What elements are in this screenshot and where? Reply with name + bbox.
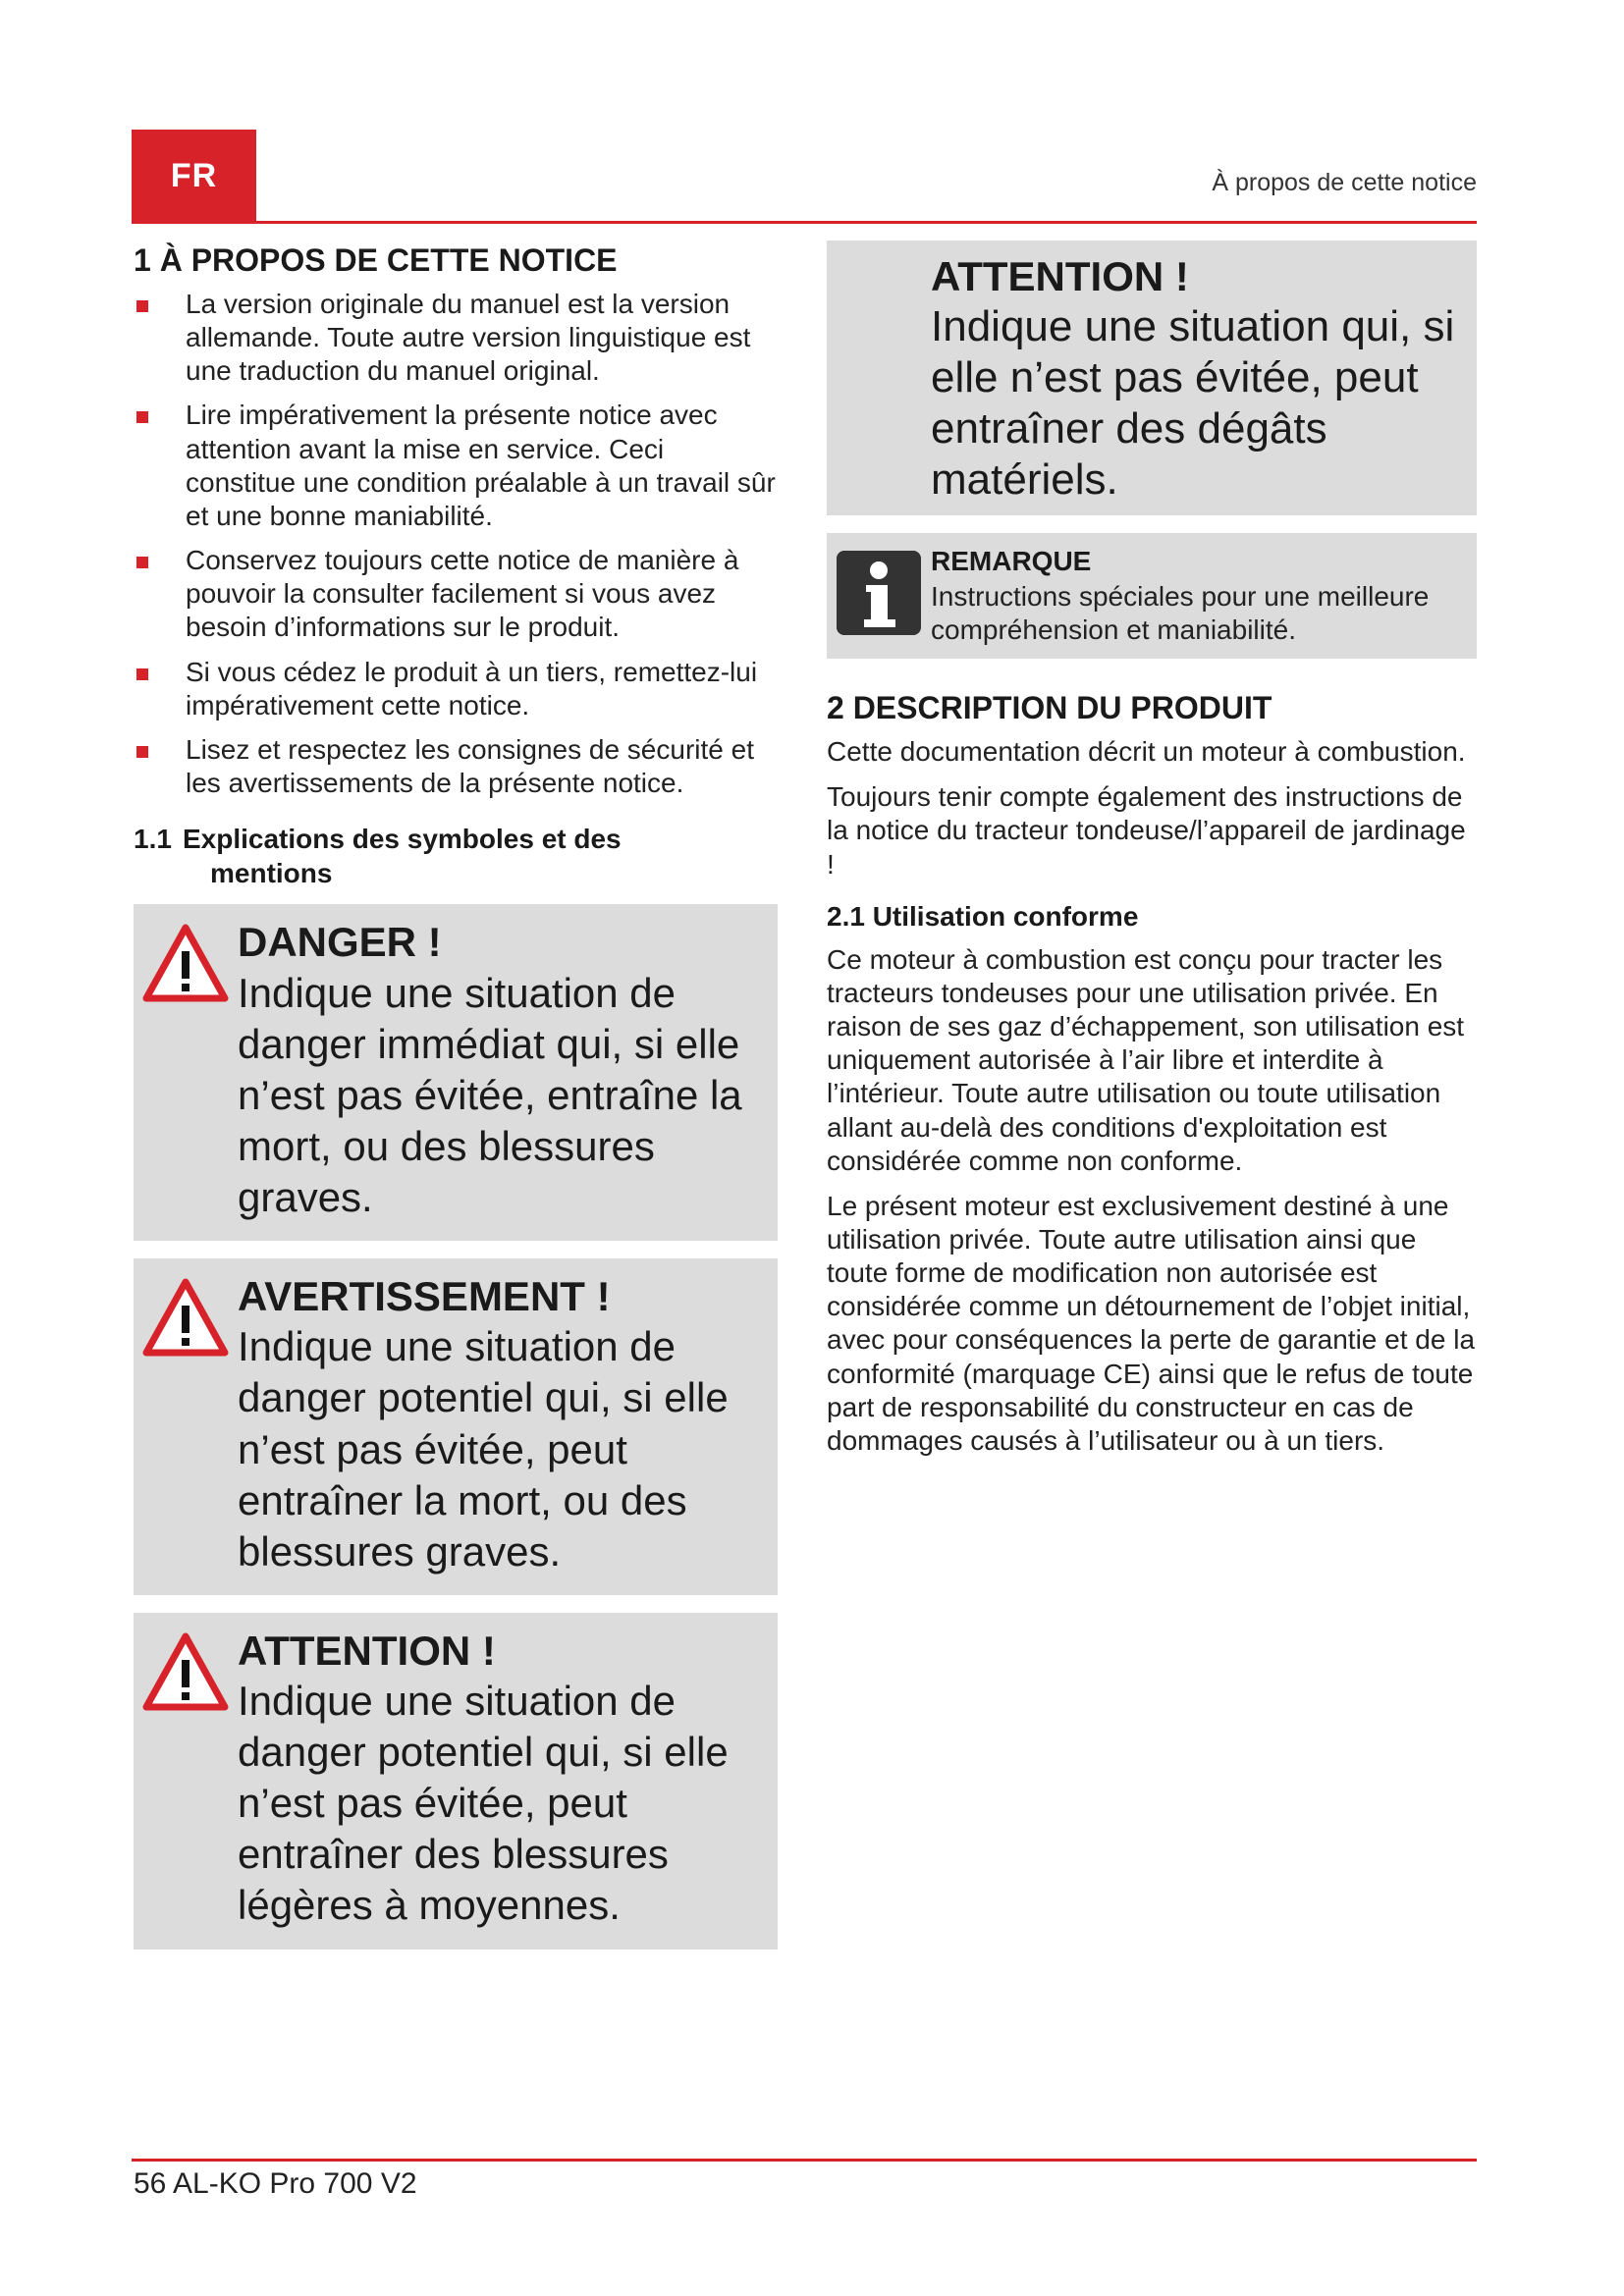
section-1-heading: 1 À PROPOS DE CETTE NOTICE <box>134 242 618 278</box>
list-item: Conservez toujours cette notice de manière à pouvoir la consulter facilement si vous avez besoin d’informations sur le produit. <box>134 544 778 644</box>
paragraph: Ce moteur à combustion est conçu pour tracter les tracteurs tondeuses pour une utilisation privée. En raison de ses gaz d’échappement, son utilisation est uniquement autorisée à l’air libre et interdite à l’intérieur. Toute autre utilisation ou toute utilisation allant au-delà des conditions d'exploitation est considérée comme non conforme. <box>827 943 1465 1176</box>
danger-title: DANGER ! <box>238 919 442 966</box>
list-item: Lire impérativement la présente notice avec attention avant la mise en service. Ceci constitue une condition préalable à un travail sûr et une bonne maniabilité. <box>134 399 778 533</box>
section-number: 1.1 <box>134 824 172 855</box>
note-title: REMARQUE <box>931 546 1092 577</box>
warning-triangle-icon <box>141 1630 230 1715</box>
caution-title: ATTENTION ! <box>238 1627 496 1674</box>
section-2-1-heading: 2.1 Utilisation conforme <box>827 900 1139 932</box>
caution-box <box>134 1613 778 1949</box>
warning-box <box>134 1258 778 1595</box>
caution-text: Indique une situation de danger potentiel qui, si elle n’est pas évitée, peut entraîner des blessures légères à moyennes. <box>238 1678 729 1929</box>
paragraph: Le présent moteur est exclusivement destiné à une utilisation privée. Toute autre utilisation ainsi que toute forme de modification non autorisée est considérée comme un détournement de l’objet initial, avec pour conséquences la perte de garantie et de la conformité (marquage CE) ainsi que le refus de toute part de responsabilité du constructeur en cas de dommages causés à l’utilisateur ou à un tiers. <box>827 1190 1476 1456</box>
heading-line-1: Explications des symboles et des <box>183 824 622 855</box>
list-item: Lisez et respectez les consignes de sécurité et les avertissements de la présente notice. <box>134 733 778 800</box>
danger-text: Indique une situation de danger immédiat qui, si elle n’est pas évitée, entraîne la mort, ou des blessures graves. <box>238 969 742 1220</box>
warning-title: AVERTISSEMENT ! <box>238 1272 611 1319</box>
warning-text: Indique une situation de danger potentiel qui, si elle n’est pas évitée, peut entraîner la mort, ou des blessures graves. <box>238 1323 729 1575</box>
heading-line-2: mentions <box>210 858 333 889</box>
warning-triangle-icon <box>141 1276 230 1361</box>
left-column <box>134 240 778 1967</box>
attention-text: Indique une situation qui, si elle n’est pas évitée, peut entraîner des dégâts matériels. <box>931 302 1455 505</box>
footer-rule <box>132 2159 1477 2162</box>
paragraph: Cette documentation décrit un moteur à combustion. <box>827 736 1466 768</box>
warning-triangle-icon <box>141 922 230 1006</box>
info-icon <box>837 551 921 635</box>
paragraph: Toujours tenir compte également des instructions de la notice du tracteur tondeuse/l’appareil de jardinage ! <box>827 781 1466 880</box>
list-item: La version originale du manuel est la version allemande. Toute autre version linguistique est une traduction du manuel original. <box>134 288 778 388</box>
attention-title: ATTENTION ! <box>931 253 1189 299</box>
page-footer: 56 AL-KO Pro 700 V2 <box>134 2167 417 2200</box>
section-1-bullets <box>134 288 778 800</box>
note-box <box>827 533 1477 659</box>
section-2-heading: 2 DESCRIPTION DU PRODUIT <box>827 690 1272 726</box>
list-item: Si vous cédez le produit à un tiers, remettez-lui impérativement cette notice. <box>134 656 778 722</box>
right-column <box>827 240 1477 1469</box>
header-rule <box>132 221 1477 224</box>
section-1-1-heading <box>134 822 778 890</box>
note-text: Instructions spéciales pour une meilleure compréhension et maniabilité. <box>931 580 1430 645</box>
language-tab: FR <box>132 130 256 222</box>
attention-material-box <box>827 240 1477 515</box>
running-header: À propos de cette notice <box>1212 169 1477 196</box>
danger-box <box>134 904 778 1241</box>
